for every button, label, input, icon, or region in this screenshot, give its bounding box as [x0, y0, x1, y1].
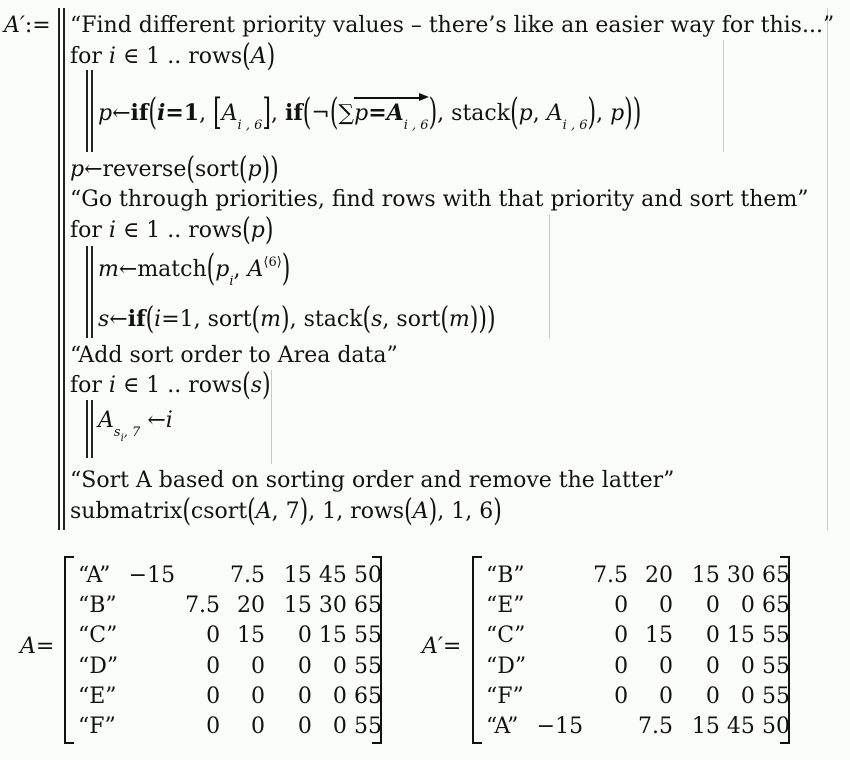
program-bar [63, 8, 65, 530]
matrix-cell: “A” [78, 562, 111, 588]
matrix-cell: 0 [332, 683, 347, 709]
matrix-cell [129, 621, 175, 651]
matrix-row [486, 590, 790, 620]
matrix-cell: 0 [297, 683, 312, 709]
matrix-cell: 50 [354, 562, 382, 588]
matrix-cell: 50 [762, 714, 790, 740]
matrix-cell: 0 [206, 623, 221, 649]
matrix-cell: “E” [486, 592, 525, 618]
matrix-row [78, 560, 382, 590]
matrix-cell: “C” [486, 623, 526, 649]
matrix-cell: 55 [762, 653, 790, 679]
matrix-Aprime-label: A′= [422, 634, 462, 659]
matrix-cell: “A” [486, 714, 519, 740]
comment-find-priorities: “Find different priority values – there’s like an easier way for this...” [70, 13, 835, 38]
for-loop-3: for i ∈ 1 .. rows(s) [70, 367, 271, 403]
matrix-cell: 0 [297, 623, 312, 649]
matrix-cell: “B” [486, 562, 525, 588]
matrix-cell: 0 [614, 623, 629, 649]
matrix-cell [129, 681, 175, 711]
matrix-cell [537, 651, 583, 681]
matrix-cell [129, 651, 175, 681]
matrix-row [78, 651, 382, 681]
matrix-cell: 0 [614, 683, 629, 709]
matrix-cell [129, 711, 175, 741]
matrix-cell: 15 [691, 562, 720, 588]
program-bar [58, 8, 60, 530]
matrix-cell: 0 [705, 623, 720, 649]
line-submatrix: submatrix(csort(A, 7), 1, rows(A), 1, 6) [70, 493, 502, 529]
matrix-cell: 15 [726, 623, 755, 649]
matrix-cell: “E” [78, 683, 117, 709]
line-m-match: $m\leftarrow match(p_i$, $A^{⟨6⟩}$) [98, 248, 291, 290]
matrix-row [486, 560, 790, 590]
loop3-bar [86, 400, 88, 458]
matrix-bracket-left [472, 556, 482, 744]
program-guide [827, 8, 828, 530]
loop1-guide [723, 40, 724, 152]
matrix-bracket-left [64, 556, 74, 744]
matrix-cell: 0 [705, 592, 720, 618]
for-loop-1: for i ∈ 1 .. rows(A) [70, 38, 276, 74]
matrix-Aprime-table [486, 560, 790, 742]
matrix-cell: 65 [354, 592, 382, 618]
matrix-cell: 0 [740, 653, 755, 679]
matrix-row [78, 681, 382, 711]
matrix-cell [175, 560, 220, 590]
matrix-cell: 0 [206, 683, 221, 709]
matrix-cell: 0 [659, 683, 674, 709]
matrix-row [78, 711, 382, 741]
matrix-cell: 55 [762, 683, 790, 709]
matrix-cell [537, 590, 583, 620]
matrix-cell: “D” [78, 653, 119, 679]
matrix-cell: 0 [614, 653, 629, 679]
matrix-cell: 0 [332, 714, 347, 740]
program-lhs: A′:= [4, 13, 51, 38]
matrix-cell: 15 [691, 714, 720, 740]
matrix-cell: “B” [78, 592, 117, 618]
matrix-cell: 0 [659, 653, 674, 679]
matrix-cell [129, 590, 175, 620]
matrix-cell: “F” [78, 714, 116, 740]
matrix-row [486, 651, 790, 681]
matrix-cell: 0 [740, 683, 755, 709]
matrix-cell: 0 [297, 714, 312, 740]
loop3-bar [91, 400, 93, 458]
matrix-row [486, 681, 790, 711]
matrix-cell: 65 [762, 592, 790, 618]
matrix-cell: 55 [762, 623, 790, 649]
matrix-cell: 20 [237, 592, 266, 618]
matrix-row [78, 590, 382, 620]
comment-sort-A: “Sort A based on sorting order and remove the latter” [70, 468, 675, 493]
matrix-cell: 0 [206, 714, 221, 740]
matrix-cell: 7.5 [185, 592, 221, 618]
comment-go-through: “Go through priorities, find rows with that priority and sort them” [70, 187, 809, 212]
loop2-bar [86, 246, 88, 338]
loop1-bar [86, 70, 88, 152]
matrix-cell: 7.5 [593, 562, 629, 588]
matrix-cell: 20 [645, 562, 674, 588]
matrix-cell: 0 [705, 653, 720, 679]
matrix-cell: “C” [78, 623, 118, 649]
for-loop-2: for i ∈ 1 .. rows(p) [70, 212, 274, 248]
loop3-guide [271, 370, 272, 464]
matrix-cell: 15 [283, 592, 312, 618]
matrix-cell [583, 711, 628, 741]
matrix-A-table [78, 560, 382, 742]
matrix-cell: 65 [354, 683, 382, 709]
matrix-cell: 0 [332, 653, 347, 679]
line-p-if: p←if(i=1, $[A_{i , 6}]$, $if(\neg(\sum p=A_{i , 6})$, stack(p, $A_{i , 6}$), p)) [98, 92, 642, 134]
matrix-cell: −15 [128, 562, 176, 588]
matrix-cell: 0 [659, 592, 674, 618]
matrix-cell: 0 [705, 683, 720, 709]
matrix-cell [537, 621, 583, 651]
matrix-cell: 15 [645, 623, 674, 649]
matrix-row [486, 621, 790, 651]
matrix-cell: “D” [486, 653, 527, 679]
matrix-cell: 55 [354, 714, 382, 740]
matrix-cell [537, 560, 583, 590]
matrix-cell: 15 [318, 623, 347, 649]
matrix-cell [537, 681, 583, 711]
matrix-cell: 0 [251, 683, 266, 709]
loop1-bar [91, 70, 93, 152]
matrix-row [78, 621, 382, 651]
line-A-index: $A_{s_i, 7}$ ←i [98, 408, 173, 444]
matrix-cell: 7.5 [638, 714, 674, 740]
matrix-cell: 55 [354, 623, 382, 649]
matrix-Aprime[interactable] [472, 556, 790, 740]
matrix-cell: −15 [536, 714, 584, 740]
matrix-cell: 0 [297, 653, 312, 679]
loop2-bar [91, 246, 93, 338]
matrix-cell: 0 [251, 714, 266, 740]
matrix-cell: 65 [762, 562, 790, 588]
matrix-cell: “F” [486, 683, 524, 709]
line-reverse-sort: p←reverse(sort(p)) [70, 151, 279, 187]
matrix-row [486, 711, 790, 741]
loop2-guide [549, 214, 550, 338]
matrix-cell: 0 [206, 653, 221, 679]
matrix-A[interactable] [64, 556, 382, 740]
matrix-A-label: A= [20, 634, 55, 659]
matrix-cell: 30 [726, 562, 755, 588]
matrix-cell: 45 [318, 562, 347, 588]
matrix-cell: 15 [283, 562, 312, 588]
matrix-cell: 30 [318, 592, 347, 618]
matrix-cell: 0 [614, 592, 629, 618]
matrix-cell: 7.5 [230, 562, 266, 588]
comment-add-sort-order: “Add sort order to Area data” [70, 343, 398, 368]
matrix-cell: 45 [726, 714, 755, 740]
line-s-if: s←if(i=1, sort(m), stack(s, sort(m))) [98, 301, 496, 337]
matrix-cell: 0 [740, 592, 755, 618]
matrix-cell: 55 [354, 653, 382, 679]
matrix-cell: 0 [251, 653, 266, 679]
matrix-cell: 15 [237, 623, 266, 649]
